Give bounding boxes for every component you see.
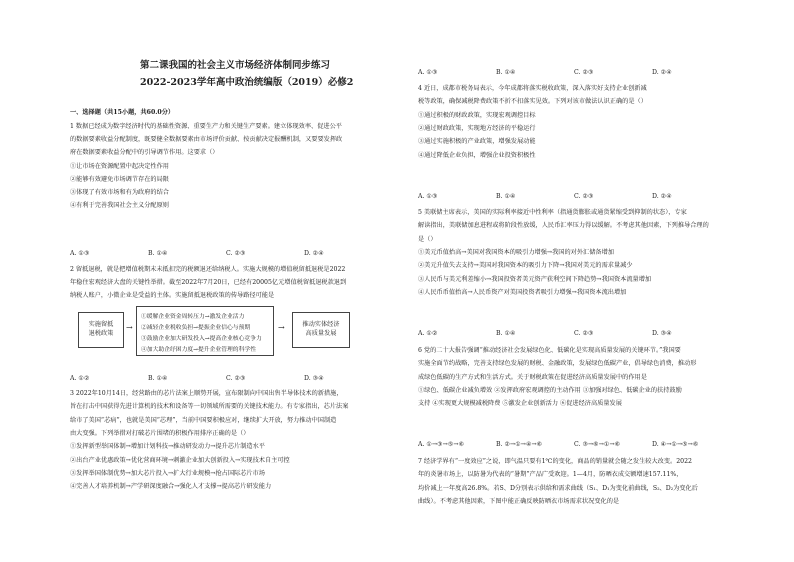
flow-arrow-icon: → — [278, 323, 285, 332]
text-line: ②美元升值失去支持→美国对我国资本的吸引力下降→我国对美元的需求量减少 — [418, 262, 633, 270]
page-subtitle: 2022-2023学年高中政治统编版（2019）必修2 — [140, 77, 354, 88]
text-line: 府在数据要素收益分配中的引导调节作用。这要求（） — [70, 149, 219, 157]
text-line: ①发挥新型举国体制→增加计划科技→推动研发动力→提升芯片制造水平 — [70, 443, 265, 451]
text-line: ③体现了有效市场和有为政府的结合 — [70, 189, 169, 196]
text-line: ④通过降低企业负担，增强企业投资积极性 — [418, 151, 536, 159]
answer-option[interactable]: A. ①③ — [70, 250, 90, 257]
flow-step: ②减轻企业税收负担→提振企业信心与预期 — [141, 325, 251, 331]
answer-option[interactable]: C. ②③ — [226, 375, 246, 382]
answer-option[interactable]: D. ②④ — [652, 193, 672, 200]
text-line: ③人民币与美元利差缩小→我国投资者美元资产获利空间下降趋势→我国资本流量增加 — [418, 275, 652, 283]
flow-step: ④加大助企纾困力度→提升企业管理的科学性 — [141, 347, 256, 353]
answer-option[interactable]: C. ②③ — [574, 69, 594, 76]
answer-option[interactable]: D. ②④ — [304, 250, 324, 257]
text-line: ①通过积极的财政政策，实现宏观调控目标 — [418, 111, 536, 119]
answer-option[interactable]: B. ①④ — [496, 330, 516, 337]
text-line: 税等政策，确保减税降费政策不折不扣落实见效。下列对该市做法认识正确的是（） — [418, 98, 647, 106]
text-line: 旨在打击中国获得先进计算机的技术和设备等一切领域所需要的关键技术能力。有专家指出，芯片法案 — [70, 403, 349, 411]
answer-option[interactable]: D. ③④ — [304, 375, 324, 382]
answer-option[interactable]: B. ②→①→④→⑥ — [496, 441, 543, 448]
text-line: 给市了美国“芯病”，也就是美国“芯理”，当前中国要积极应对，继续扩大开放，努力推动中国制造 — [70, 416, 337, 424]
text-line: ①绿色、低碳企业减负增效 ②发挥政府宏观调控的主动作用 ③加强对绿色、低碳企业的扶持鼓励 — [418, 386, 682, 394]
answer-option[interactable]: A. ①③ — [418, 69, 438, 76]
answer-option[interactable]: B. ①④ — [148, 375, 168, 382]
answer-option[interactable]: C. ③→⑥→①→⑥ — [574, 441, 621, 448]
text-line: ②通过财政政策，实现地方经济的平稳运行 — [418, 124, 536, 132]
text-line: 1 数据已经成为数字经济时代的基础性资源、重要生产力和关键生产要素。建立体现效率、促进公平 — [70, 123, 342, 130]
text-line: 的数据要素收益分配制度，既要健全数据要素由市场评价贡献、按贡献决定报酬机制，又要要发挥政 — [70, 136, 343, 144]
answer-option[interactable]: D. ②④ — [652, 69, 672, 76]
text-line: 3 2022年10月14日，经营路由的芯片法案上顺势开展，宣布限制向中国出售半导体技术的新措施， — [70, 390, 343, 397]
text-line: ①让市场在资源配置中起决定性作用 — [70, 162, 169, 170]
answer-option[interactable]: B. ①④ — [496, 69, 516, 76]
answer-option[interactable]: C. ②③ — [574, 330, 594, 337]
answer-option[interactable]: A. ①② — [70, 375, 90, 382]
text-line: 年的炎暑市场上，以防暑为代表的“暑期”产品广受欢迎。1—4月，防晒衣成交额增速157.11%， — [418, 471, 683, 479]
text-line: 年稳住宏观经济大盘的关键性举措。截至2022年7月20日，已经有20005亿元增值税留抵退税款退到 — [70, 279, 347, 287]
flow-start-box: 实施留抵 退税政策 — [78, 312, 124, 348]
text-line: 实施全面节约战略，完善支持绿色发展的财税、金融政策，发展绿色低碳产业，倡导绿色消费，推动形 — [418, 360, 697, 368]
flow-step: ①缓解企业资金周转压力→激发企业活力 — [141, 314, 245, 320]
text-line: 由大变强。下列举措对打破芯片围堵的积极作用排序正确的是（） — [70, 429, 250, 437]
text-line: ③发挥举国体制优势→加大芯片投入→扩大行业规模→抢占国际芯片市场 — [70, 469, 265, 477]
text-line: 解读指出，美联储加息进程或将阶段性放缓，人民币汇率压力得以缓解。不考虑其他因素，下列推导合理的 — [418, 222, 709, 230]
text-line: 支持 ④实现更大规模减税降费 ⑤激发企业创新活力 ⑥促进经济高质量发展 — [418, 400, 622, 408]
text-line: 2 留抵退税，就是把增值税期末未抵扣完的税额退还给纳税人。实施大规模的增值税留抵退税是2022 — [70, 266, 346, 273]
answer-option[interactable]: A. ①→③→⑤→⑥ — [418, 441, 465, 448]
text-line: 均价减上一年度高26.8%。若S、D分别表示供给和需求曲线（S₁、D₁为变化前曲线，S₂、D₂为变化后 — [418, 484, 698, 492]
answer-option[interactable]: B. ①④ — [496, 193, 516, 200]
text-line: 曲线）。不考虑其他因素，下图中能正确反映防晒衣市场需求状况变化的是 — [418, 498, 620, 506]
text-line: ④人民币币值抬高→人民币资产对美国投资者吸引力增强→我国资本流出增加 — [418, 288, 627, 296]
answer-option[interactable]: A. ①③ — [418, 193, 438, 200]
text-line: ③通过实施积极的产业政策，增强发展动能 — [418, 138, 536, 146]
answer-option[interactable]: C. ②③ — [226, 250, 246, 257]
page-title: 第二课我国的社会主义市场经济体制同步练习 — [140, 60, 331, 71]
answer-option[interactable]: C. ②③ — [574, 193, 594, 200]
text-line: ②能够有效避免市场调节存在的局限 — [70, 175, 169, 183]
text-line: ②出台产业优惠政策→优化营商环境→刺激企业加大创新投入→实现技术自主可控 — [70, 456, 290, 464]
text-line: ①美元币值抬高→美国对我国资本的吸引力增强→我国的对外汇储备增加 — [418, 248, 614, 256]
answer-option[interactable]: D. ③④ — [652, 330, 672, 337]
text-line: 是（） — [418, 235, 437, 243]
flow-end-box: 推动实体经济 高质量发展 — [292, 312, 350, 348]
text-line: ④有利于完善我国社会主义分配原则 — [70, 202, 169, 210]
text-line: 纳税人账户，小微企业是受益的主体。实施留抵退税政策的传导路径可能是 — [70, 292, 275, 300]
text-line: 5 美联储主席表示，美国的实际利率接近中性利率（指通货膨胀或通货紧缩受到抑制的状态），专家 — [418, 209, 687, 216]
answer-option[interactable]: B. ①④ — [148, 250, 168, 257]
answer-option[interactable]: D. ④→①→⑤→⑥ — [652, 441, 699, 448]
text-line: 4 近日，成都市税务局表示，今年成都将落实税收政策，深入落实好支持企业创新减 — [418, 85, 647, 92]
flow-steps-box — [136, 306, 274, 356]
flow-arrow-icon: → — [126, 323, 133, 332]
text-line: 7 经济学界有“一度效应”之说，即气温只要有1℃的变化，商品的销量就会随之发生较大改变。2022 — [418, 458, 692, 465]
text-line: 成绿色低碳的生产方式和生活方式。关于财税政策在促进经济高质量发展中的作用是 — [418, 373, 647, 381]
answer-option[interactable]: A. ①② — [418, 330, 438, 337]
section-heading: 一、选择题（共15小题，共60.0分） — [70, 109, 175, 116]
flow-step: ③鼓励企业加大研发投入→提高企业核心竞争力 — [141, 336, 262, 342]
text-line: 6 党的二十大报告强调“推动经济社会发展绿色化、低碳化是实现高质量发展的关键环节。”我国要 — [418, 347, 681, 354]
text-line: ④完善人才培养机制→产学研深度融合→强化人才支撑→提高芯片研发能力 — [70, 483, 272, 491]
